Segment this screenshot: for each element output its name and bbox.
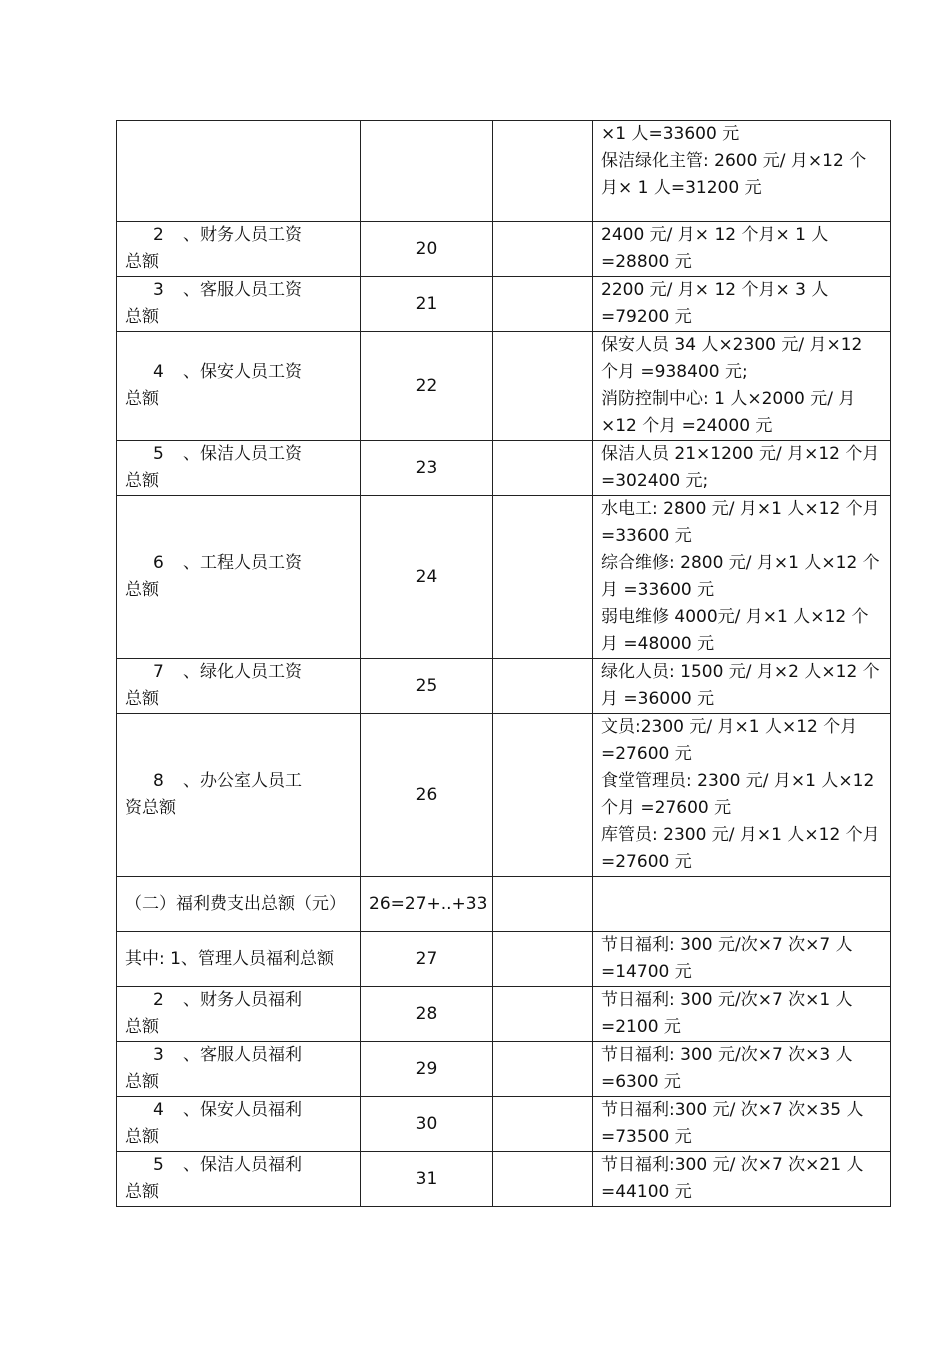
calculation-detail-cell: ×1 人=33600 元 保洁绿化主管: 2600 元/ 月×12 个月× 1 人=31200 元 — [593, 121, 891, 222]
item-label-cell: 6 、工程人员工资 总额 — [117, 496, 361, 659]
row-number-cell: 30 — [361, 1097, 493, 1152]
item-label-cell: 5 、保洁人员工资 总额 — [117, 441, 361, 496]
empty-cell — [493, 496, 593, 659]
table-row — [117, 987, 891, 1042]
empty-cell — [493, 277, 593, 332]
item-label-cell — [117, 121, 361, 222]
item-label-cell: 4 、保安人员福利 总额 — [117, 1097, 361, 1152]
empty-cell — [493, 222, 593, 277]
item-label-cell: 3 、客服人员福利 总额 — [117, 1042, 361, 1097]
calculation-detail-cell: 水电工: 2800 元/ 月×1 人×12 个月 =33600 元 综合维修: 2800 元/ 月×1 人×12 个月 =33600 元 弱电维修 4000元/ 月×1 人×12 个月 =48000 元 — [593, 496, 891, 659]
table-row — [117, 877, 891, 932]
row-number-cell — [361, 121, 493, 222]
empty-cell — [493, 441, 593, 496]
row-number-cell: 25 — [361, 659, 493, 714]
budget-table — [116, 120, 891, 1207]
item-label-cell: 5 、保洁人员福利 总额 — [117, 1152, 361, 1207]
table-row — [117, 222, 891, 277]
row-number-cell: 27 — [361, 932, 493, 987]
table-row — [117, 659, 891, 714]
budget-table-body — [117, 121, 891, 1207]
calculation-detail-cell: 节日福利:300 元/ 次×7 次×21 人=44100 元 — [593, 1152, 891, 1207]
calculation-detail-cell: 2400 元/ 月× 12 个月× 1 人=28800 元 — [593, 222, 891, 277]
calculation-detail-cell: 绿化人员: 1500 元/ 月×2 人×12 个月 =36000 元 — [593, 659, 891, 714]
calculation-detail-cell: 节日福利: 300 元/次×7 次×7 人=14700 元 — [593, 932, 891, 987]
empty-cell — [493, 932, 593, 987]
table-row — [117, 714, 891, 877]
empty-cell — [493, 1097, 593, 1152]
table-row — [117, 332, 891, 441]
row-number-cell: 21 — [361, 277, 493, 332]
item-label-cell: 8 、办公室人员工 资总额 — [117, 714, 361, 877]
row-number-cell: 26 — [361, 714, 493, 877]
row-number-cell: 29 — [361, 1042, 493, 1097]
empty-cell — [493, 659, 593, 714]
calculation-detail-cell — [593, 877, 891, 932]
row-number-cell: 22 — [361, 332, 493, 441]
row-number-cell: 26=27+..+33 — [361, 877, 493, 932]
table-row — [117, 441, 891, 496]
empty-cell — [493, 1042, 593, 1097]
table-row — [117, 121, 891, 222]
calculation-detail-cell: 保安人员 34 人×2300 元/ 月×12 个月 =938400 元; 消防控制中心: 1 人×2000 元/ 月×12 个月 =24000 元 — [593, 332, 891, 441]
table-row — [117, 277, 891, 332]
item-label-cell: 7 、绿化人员工资 总额 — [117, 659, 361, 714]
calculation-detail-cell: 节日福利:300 元/ 次×7 次×35 人=73500 元 — [593, 1097, 891, 1152]
empty-cell — [493, 877, 593, 932]
empty-cell — [493, 1152, 593, 1207]
item-label-cell: 3 、客服人员工资 总额 — [117, 277, 361, 332]
table-row — [117, 932, 891, 987]
row-number-cell: 28 — [361, 987, 493, 1042]
calculation-detail-cell: 保洁人员 21×1200 元/ 月×12 个月 =302400 元; — [593, 441, 891, 496]
calculation-detail-cell: 节日福利: 300 元/次×7 次×3 人=6300 元 — [593, 1042, 891, 1097]
item-label-cell: 4 、保安人员工资 总额 — [117, 332, 361, 441]
item-label-cell: 2 、财务人员工资 总额 — [117, 222, 361, 277]
table-row — [117, 1152, 891, 1207]
empty-cell — [493, 987, 593, 1042]
table-row — [117, 1042, 891, 1097]
calculation-detail-cell: 文员:2300 元/ 月×1 人×12 个月=27600 元 食堂管理员: 2300 元/ 月×1 人×12 个月 =27600 元 库管员: 2300 元/ 月×1 人×12 个月 =27600 元 — [593, 714, 891, 877]
empty-cell — [493, 332, 593, 441]
empty-cell — [493, 121, 593, 222]
table-row — [117, 1097, 891, 1152]
item-label-cell: 2 、财务人员福利 总额 — [117, 987, 361, 1042]
empty-cell — [493, 714, 593, 877]
item-label-cell: 其中: 1、管理人员福利总额 — [117, 932, 361, 987]
table-row — [117, 496, 891, 659]
row-number-cell: 24 — [361, 496, 493, 659]
row-number-cell: 31 — [361, 1152, 493, 1207]
calculation-detail-cell: 节日福利: 300 元/次×7 次×1 人=2100 元 — [593, 987, 891, 1042]
calculation-detail-cell: 2200 元/ 月× 12 个月× 3 人=79200 元 — [593, 277, 891, 332]
item-label-cell: （二）福利费支出总额（元） — [117, 877, 361, 932]
row-number-cell: 20 — [361, 222, 493, 277]
row-number-cell: 23 — [361, 441, 493, 496]
